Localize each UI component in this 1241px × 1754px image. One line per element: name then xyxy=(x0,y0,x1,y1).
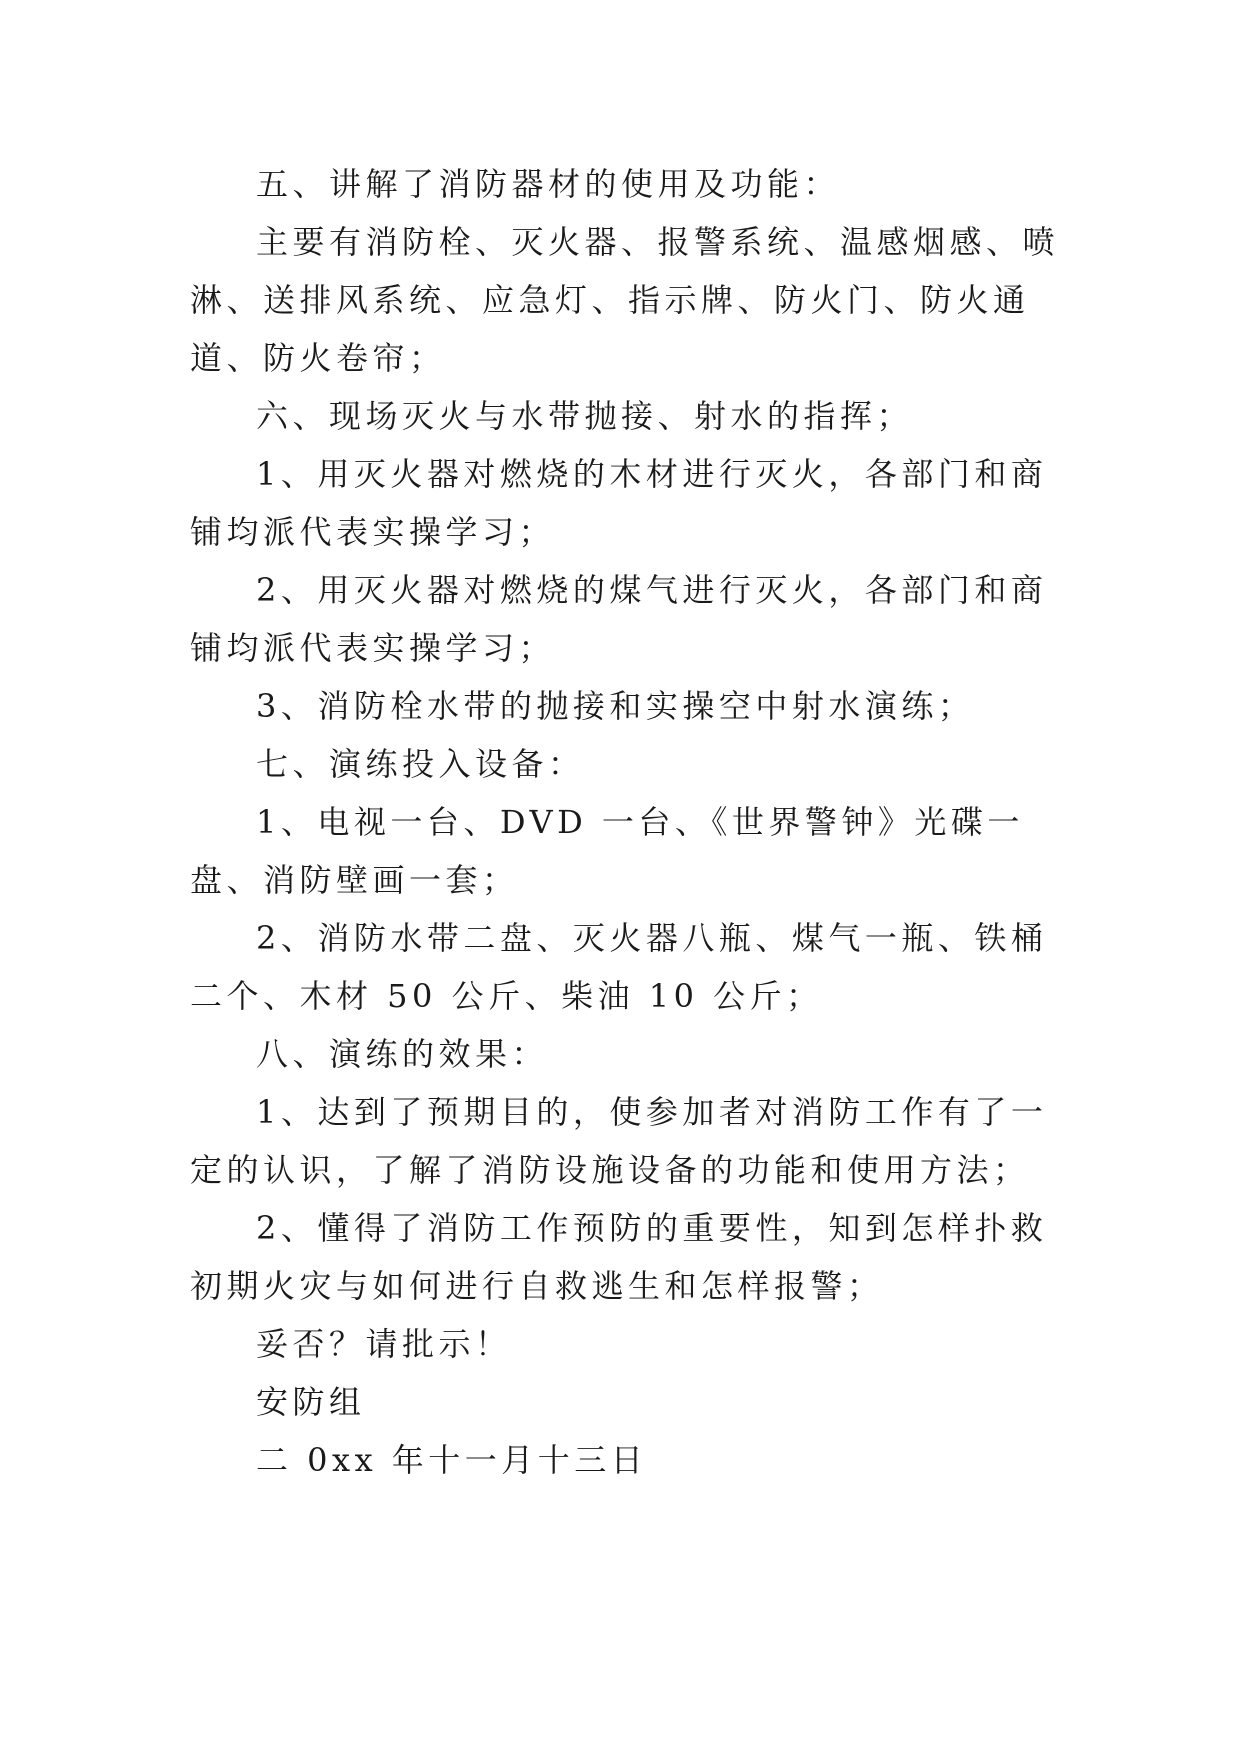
drill-item-1: 1、用灭火器对燃烧的木材进行灭火，各部门和商铺均派代表实操学习； xyxy=(190,455,1048,551)
equipment-item-2: 2、消防水带二盘、灭火器八瓶、煤气一瓶、铁桶二个、木材 50 公斤、柴油 10 公斤； xyxy=(190,919,1048,1015)
result-item-2: 2、懂得了消防工作预防的重要性，知到怎样扑救初期火灾与如何进行自救逃生和怎样报警； xyxy=(190,1209,1048,1305)
equipment-list-paragraph: 主要有消防栓、灭火器、报警系统、温感烟感、喷淋、送排风系统、应急灯、指示牌、防火门、防火通道、防火卷帘； xyxy=(190,223,1060,377)
approval-request: 妥否？请批示！ xyxy=(256,1325,512,1363)
section-heading-7: 七、演练投入设备： xyxy=(256,745,585,783)
section-heading-5: 五、讲解了消防器材的使用及功能： xyxy=(256,165,841,203)
section-heading-6: 六、现场灭火与水带抛接、射水的指挥； xyxy=(256,397,914,435)
equipment-item-1: 1、电视一台、DVD 一台、《世界警钟》光碟一盘、消防壁画一套； xyxy=(190,803,1024,899)
drill-item-2: 2、用灭火器对燃烧的煤气进行灭火，各部门和商铺均派代表实操学习； xyxy=(190,571,1048,667)
result-item-1: 1、达到了预期目的，使参加者对消防工作有了一定的认识，了解了消防设施设备的功能和使用方法； xyxy=(190,1093,1048,1189)
drill-item-3: 3、消防栓水带的抛接和实操空中射水演练； xyxy=(256,687,975,725)
signature-date: 二 0xx 年十一月十三日 xyxy=(256,1441,648,1479)
document-body xyxy=(190,155,1070,1489)
signature-department: 安防组 xyxy=(256,1383,366,1421)
section-heading-8: 八、演练的效果： xyxy=(256,1035,549,1073)
